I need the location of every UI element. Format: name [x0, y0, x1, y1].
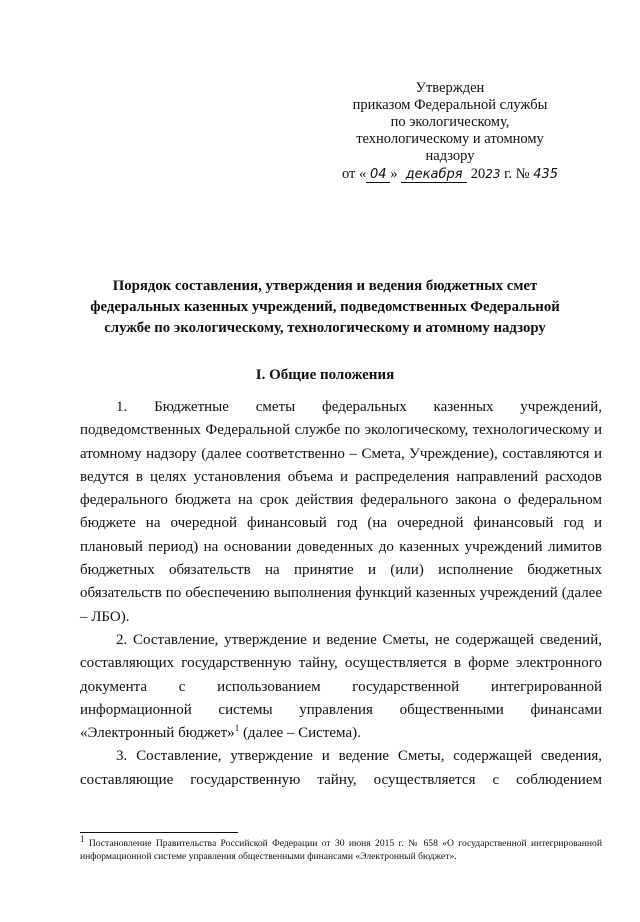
- date-prefix: от «: [341, 166, 367, 182]
- handwritten-day: 04: [366, 168, 390, 183]
- year-prefix: 20: [470, 166, 486, 182]
- approval-line: Утвержден: [415, 80, 485, 96]
- footnote-text: Постановление Правительства Российской Федерации от 30 июня 2015 г. № 658 «О государственной интегрированной информационной системе управления общественными финансами «Электронный бюджет».: [80, 838, 602, 862]
- footnote-divider: [80, 832, 238, 833]
- paragraph-1: 1. Бюджетные сметы федеральных казенных учреждений, подведомственных Федеральной службе по экологическому, технологическому и атомному надзору (далее соответственно – Смета, Учреждение), составляются и ведутся в целях установления объема и распределения направлений расходов федерального бюджета на срок действия федерального закона о федеральном бюджете на очередной финансовый год (на очередной финансовый год и плановый период) на основании доведенных до казенных учреждений лимитов бюджетных обязательств на принятие и (или) исполнение бюджетных обязательств по обеспечению выполнения функций казенных учреждений (далее – ЛБО).: [80, 399, 602, 625]
- handwritten-year: 23: [485, 167, 501, 181]
- footnote-marker: 1: [80, 833, 85, 844]
- quote-close: »: [390, 166, 398, 182]
- approval-line: технологическому и атомному: [356, 131, 544, 147]
- approval-stamp: [330, 80, 570, 183]
- approval-line: по экологическому,: [390, 114, 510, 130]
- paragraph-2-end: (далее – Система).: [239, 725, 361, 742]
- title-line: Порядок составления, утверждения и ведения бюджетных смет: [112, 278, 538, 294]
- number-label: г. №: [500, 166, 530, 182]
- footnote-reference: 1: [234, 723, 240, 734]
- document-title: [80, 276, 570, 339]
- handwritten-number: 435: [533, 167, 559, 182]
- title-line: службе по экологическому, технологическому и атомному надзору: [104, 320, 546, 336]
- title-line: федеральных казенных учреждений, подведомственных Федеральной: [90, 299, 560, 315]
- order-date-line: [330, 166, 570, 183]
- footnote: [80, 833, 602, 863]
- approval-line: приказом Федеральной службы: [352, 97, 548, 113]
- document-body: [80, 396, 602, 792]
- handwritten-month: декабря: [401, 168, 467, 183]
- paragraph-2-text: 2. Составление, утверждение и ведение Сметы, не содержащей сведений, составляющих государственную тайну, осуществляется в форме электронного документа с использованием государственной интегрированной информационной системы управления общественными финансами «Электронный бюджет»: [80, 631, 602, 742]
- section-heading: I. Общие положения: [255, 367, 395, 383]
- paragraph-2: [80, 629, 602, 745]
- approval-line: надзору: [425, 148, 475, 164]
- paragraph-3: 3. Составление, утверждение и ведение Сметы, содержащей сведения, составляющие государственную тайну, осуществляется с соблюдением: [80, 748, 602, 788]
